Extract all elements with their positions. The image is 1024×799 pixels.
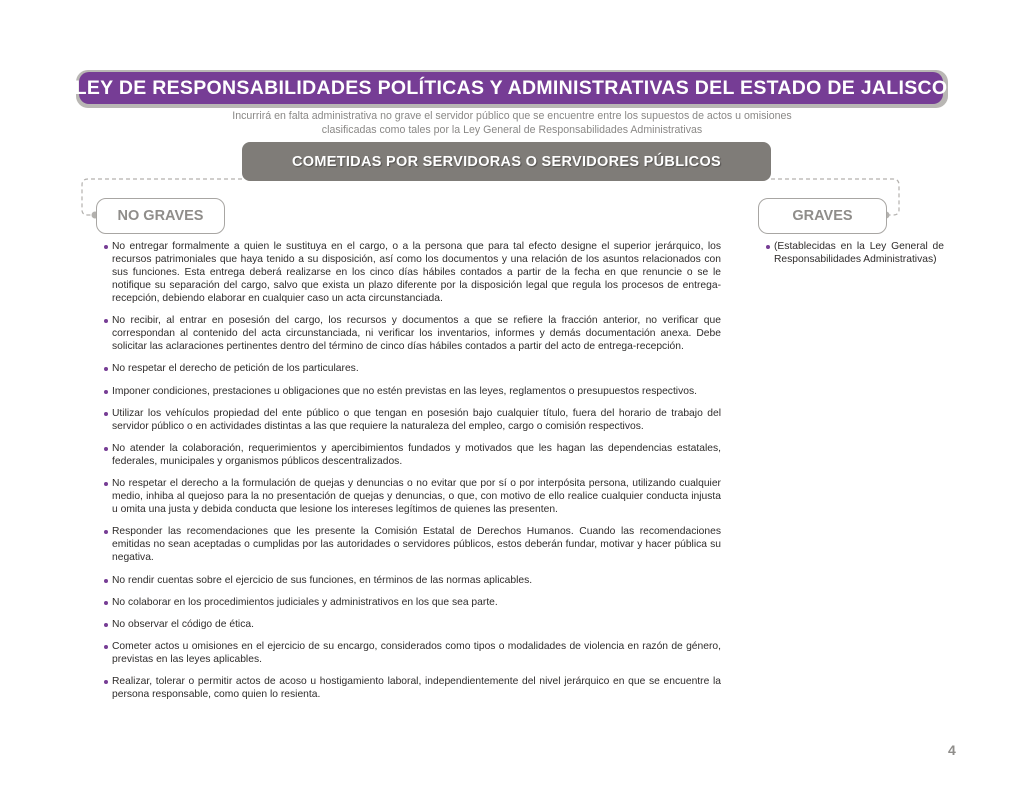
list-item: No colaborar en los procedimientos judiciales y administrativos en los que sea parte. [104, 596, 721, 609]
list-item: Imponer condiciones, prestaciones u obligaciones que no estén previstas en las leyes, reglamentos o presupuestos respectivos. [104, 385, 721, 398]
list-item: No atender la colaboración, requerimientos y apercibimientos fundados y motivados que les hagan las dependencias estatales, federales, municipales y organismos públicos descentralizados. [104, 442, 721, 468]
list-item: No respetar el derecho a la formulación de quejas y denuncias o no evitar que por sí o por interpósita persona, utilizando cualquier medio, inhiba al quejoso para la no presentación de quejas y denuncias, o que, con motivo de ello realice cualquier conducta injusta u omita una justa y debida conducta que lesione los intereses legítimos de quienes las presenten. [104, 477, 721, 516]
graves-list [766, 240, 944, 266]
bullet-icon [766, 245, 770, 249]
bullet-icon [104, 319, 108, 323]
bullet-icon [104, 579, 108, 583]
list-item: No entregar formalmente a quien le sustituya en el cargo, o a la persona que para tal efecto designe el superior jerárquico, los recursos patrimoniales que haya tenido a su disposición, así como los documentos y una relación de los asuntos relacionados con sus funciones. Esta entrega deberá realizarse en los cinco días hábiles contados a partir de la fecha en que renuncie o se le notifique su separación del cargo, salvo que exista un plazo diferente por la disposición legal que regula los procesos de entrega-recepción, debiendo elaborar en cualquier caso un acta circunstanciada. [104, 240, 721, 305]
subtitle-line-2: clasificadas como tales por la Ley General de Responsabilidades Administrativas [321, 123, 703, 136]
subtitle [150, 110, 874, 137]
bullet-icon [104, 245, 108, 249]
page-title: LEY DE RESPONSABILIDADES POLÍTICAS Y ADMINISTRATIVAS DEL ESTADO DE JALISCO [79, 72, 943, 104]
bullet-icon [104, 447, 108, 451]
list-item: (Establecidas en la Ley General de Responsabilidades Administrativas) [766, 240, 944, 266]
bullet-icon [104, 367, 108, 371]
list-item: Responder las recomendaciones que les presente la Comisión Estatal de Derechos Humanos. Cuando las recomendaciones emitidas no sean aceptadas o cumplidas por las autoridades o servidores públicos, estos deberán fundar, motivar y hacer pública su negativa. [104, 525, 721, 564]
list-item: Utilizar los vehículos propiedad del ente público o que tengan en posesión bajo cualquier título, fuera del horario de trabajo del servidor público o en actividades distintas a las que requiere la naturaleza del empleo, cargo o comisión respectivos. [104, 407, 721, 433]
bullet-icon [104, 645, 108, 649]
list-item: No recibir, al entrar en posesión del cargo, los recursos y documentos a que se refiere la fracción anterior, no verificar que correspondan al contenido del acta circunstanciada, ni verificar los inventarios, informes y demás documentación anexa. Debe solicitar las aclaraciones pertinentes dentro del término de cinco días hábiles contados a partir del acto de entrega-recepción. [104, 314, 721, 353]
list-item: Realizar, tolerar o permitir actos de acoso u hostigamiento laboral, independientemente del nivel jerárquico en que se encuentre la persona responsable, como quien lo resienta. [104, 675, 721, 701]
page-number: 4 [948, 742, 956, 758]
bullet-icon [104, 601, 108, 605]
bullet-icon [104, 482, 108, 486]
bullet-icon [104, 623, 108, 627]
list-item: No observar el código de ética. [104, 618, 721, 631]
bullet-icon [104, 530, 108, 534]
no-graves-list [104, 240, 721, 710]
section-heading: COMETIDAS POR SERVIDORAS O SERVIDORES PÚBLICOS [242, 142, 771, 181]
bullet-icon [104, 680, 108, 684]
category-no-graves: NO GRAVES [96, 198, 225, 234]
list-item: No respetar el derecho de petición de los particulares. [104, 362, 721, 375]
category-graves: GRAVES [758, 198, 887, 234]
list-item: Cometer actos u omisiones en el ejercicio de su encargo, considerados como tipos o modalidades de violencia en razón de género, previstas en las leyes aplicables. [104, 640, 721, 666]
list-item: No rendir cuentas sobre el ejercicio de sus funciones, en términos de las normas aplicables. [104, 574, 721, 587]
bullet-icon [104, 412, 108, 416]
subtitle-line-1: Incurrirá en falta administrativa no grave el servidor público que se encuentre entre los supuestos de actos u omisiones [232, 110, 792, 122]
bullet-icon [104, 390, 108, 394]
